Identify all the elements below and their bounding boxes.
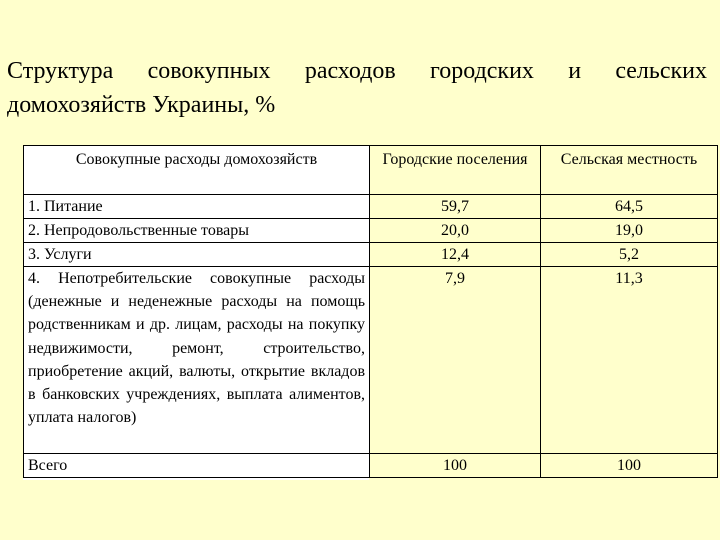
- header-rural: Сельская местность: [541, 146, 718, 195]
- table-row: [24, 195, 718, 219]
- header-urban: Городские поселения: [370, 146, 541, 195]
- table-row: [24, 243, 718, 267]
- row-label: 1. Питание: [24, 195, 370, 219]
- urban-value: 100: [370, 454, 541, 478]
- row-label: Всего: [24, 454, 370, 478]
- urban-value: 20,0: [370, 219, 541, 243]
- rural-value: 64,5: [541, 195, 718, 219]
- rural-value: 5,2: [541, 243, 718, 267]
- urban-value: 59,7: [370, 195, 541, 219]
- header-expenses: Совокупные расходы домохозяйств: [24, 146, 370, 195]
- rural-value: 100: [541, 454, 718, 478]
- rural-value: 19,0: [541, 219, 718, 243]
- urban-value: 12,4: [370, 243, 541, 267]
- table-row: [24, 267, 718, 454]
- total-row: [24, 454, 718, 478]
- slide-title: Структура совокупных расходов городских и сельских домохозяйств Украины, %: [7, 58, 707, 118]
- table-row: [24, 219, 718, 243]
- table-header-row: [24, 146, 718, 195]
- row-label: 3. Услуги: [24, 243, 370, 267]
- rural-value: 11,3: [541, 267, 718, 454]
- row-label: 2. Непродовольственные товары: [24, 219, 370, 243]
- expenses-table: [23, 145, 718, 478]
- row-label: 4. Непотребительские совокупные расходы (денежные и неденежные расходы на помощь родственникам и др. лицам, расходы на покупку недвижимости, ремонт, строительство, приобретение акций, валюты, открытие вкладов в банковских учреждениях, выплата алиментов, уплата налогов): [24, 267, 370, 454]
- urban-value: 7,9: [370, 267, 541, 454]
